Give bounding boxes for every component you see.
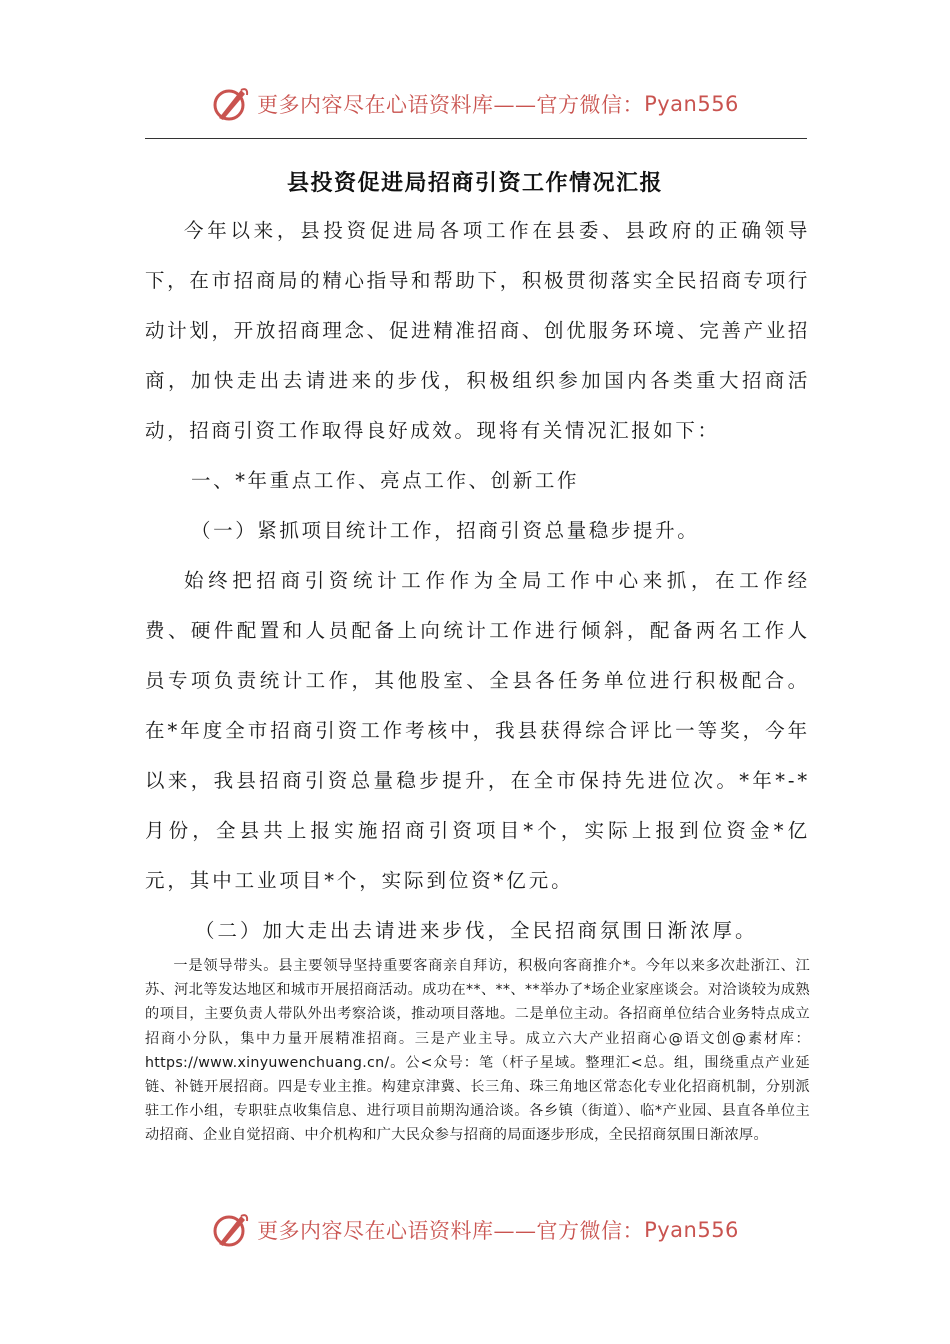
subheading-2: （二）加大走出去请进来步伐，全民招商氛围日渐浓厚。 (195, 919, 758, 942)
document-body (145, 206, 810, 956)
subheading-1: （一）紧抓项目统计工作，招商引资总量稳步提升。 (191, 519, 700, 542)
banner-text: 更多内容尽在心语资料库——官方微信： (257, 93, 645, 117)
body-paragraph-1: 始终把招商引资统计工作作为全局工作中心来抓，在工作经费、硬件配置和人员配备上向统计工作进行倾斜，配备两名工作人员专项负责统计工作，其他股室、全县各任务单位进行积极配合。在*年度全市招商引资工作考核中，我县获得综合评比一等奖，今年以来，我县招商引资总量稳步提升，在全市保持先进位次。*年*-*月份，全县共上报实施招商引资项目*个，实际上报到位资金*亿元，其中工业项目*个，实际到位资*亿元。 (145, 569, 810, 892)
quill-logo-icon (211, 84, 251, 124)
banner-text: 更多内容尽在心语资料库——官方微信： (257, 1219, 645, 1243)
banner-brand: Pyan556 (644, 1218, 739, 1242)
body-paragraph-2: 一是领导带头。县主要领导坚持重要客商亲自拜访，积极向客商推介*。今年以来多次赴浙江、江苏、河北等发达地区和城市开展招商活动。成功在**、**、**举办了*场企业家座谈会。对洽谈较为成熟的项目，主要负责人带队外出考察洽谈，推动项目落地。二是单位主动。各招商单位结合业务特点成立招商小分队，集中力量开展精准招商。三是产业主导。成立六大产业招商心@语文创@素材库：https://www.xinyuwenchuang.cn/。公<众号：笔（杆子星域。整理汇<总。组，围绕重点产业延链、补链开展招商。四是专业主推。构建京津冀、长三角、珠三角地区常态化专业化招商机制，分别派驻工作小组，专职驻点收集信息、进行项目前期沟通洽谈。各乡镇（街道）、临*产业园、县直各单位主动招商、企业自觉招商、中介机构和广大民众参与招商的局面逐步形成，全民招商氛围日渐浓厚。 (145, 958, 810, 1144)
quill-logo-icon (211, 1210, 251, 1250)
footer-watermark-banner (0, 1208, 950, 1252)
header-divider (145, 138, 807, 139)
intro-paragraph: 今年以来，县投资促进局各项工作在县委、县政府的正确领导下，在市招商局的精心指导和帮助下，积极贯彻落实全民招商专项行动计划，开放招商理念、促进精准招商、创优服务环境、完善产业招商，加快走出去请进来的步伐，积极组织参加国内各类重大招商活动，招商引资工作取得良好成效。现将有关情况汇报如下： (145, 219, 810, 442)
page-title: 县投资促进局招商引资工作情况汇报 (286, 171, 663, 196)
section-heading-1: 一、*年重点工作、亮点工作、创新工作 (191, 469, 580, 492)
header-watermark-banner (0, 82, 950, 126)
banner-brand: Pyan556 (644, 92, 739, 116)
